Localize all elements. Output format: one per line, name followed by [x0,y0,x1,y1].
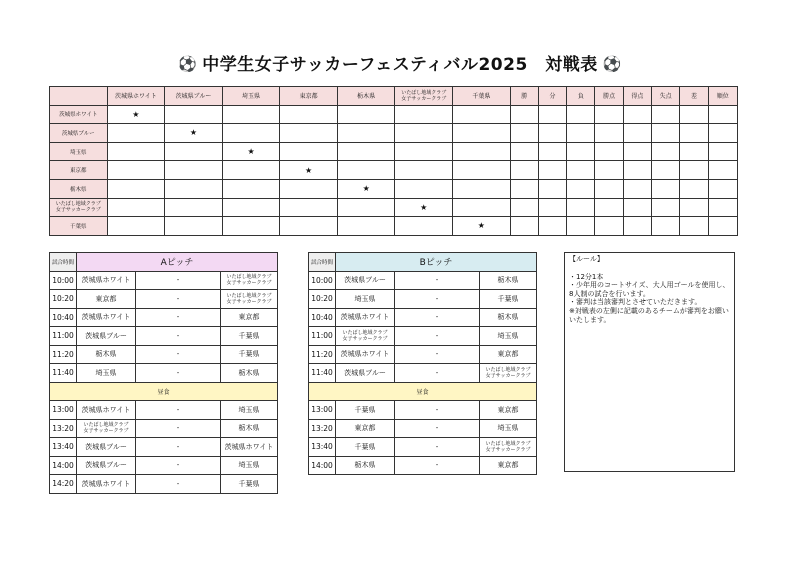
star-mark: ★ [222,142,280,161]
matrix-cell [107,142,165,161]
matrix-cell [107,124,165,143]
matrix-row [50,179,738,198]
matrix-cell [708,124,737,143]
matrix-cell [395,124,453,143]
home-team [336,327,395,346]
matrix-row [50,161,738,180]
matrix-cell [280,124,338,143]
team-name-line: いたばし地域クラブ [401,89,447,96]
vs-dash: - [395,401,480,420]
vs-dash: - [136,475,221,494]
matrix-cell [652,217,680,236]
match-row [50,364,278,383]
matrix-row-header: 埼玉県 [50,142,108,161]
matrix-cell [680,142,708,161]
match-row [50,475,278,494]
matrix-cell [510,161,538,180]
away-team [480,438,537,457]
vs-dash: - [136,345,221,364]
matrix-cell [337,105,395,124]
matrix-cell [595,124,623,143]
team-name-line: いたばし地域クラブ [342,329,388,336]
vs-dash: - [395,456,480,475]
match-row [309,364,537,383]
match-time: 10:00 [50,271,77,290]
team-name-line: 女子サッカークラブ [83,428,129,435]
matrix-row [50,217,738,236]
match-time: 11:40 [309,364,336,383]
matrix-row-header: 茨城県ブルー [50,124,108,143]
team-name-line: 女子サッカークラブ [226,280,272,287]
matrix-cell [222,179,280,198]
matrix-cell [280,217,338,236]
away-team: 栃木県 [480,271,537,290]
matrix-cell [510,198,538,217]
time-header: 試合時間 [50,253,77,272]
away-team: 栃木県 [221,419,278,438]
home-team: 茨城県ホワイト [77,401,136,420]
vs-dash: - [395,345,480,364]
team-name-line: いたばし地域クラブ [83,422,129,429]
match-row [309,327,537,346]
matrix-cell [623,161,651,180]
home-team: 栃木県 [336,456,395,475]
matrix-cell [652,124,680,143]
matrix-cell [652,198,680,217]
matrix-row-header: 茨城県ホワイト [50,105,108,124]
match-time: 10:20 [309,290,336,309]
match-time: 13:20 [309,419,336,438]
vs-dash: - [136,271,221,290]
matrix-column-header: 分 [538,87,566,106]
soccer-ball-icon: ⚽ [602,55,622,73]
home-team: 東京都 [336,419,395,438]
matrix-cell [567,142,595,161]
home-team: 茨城県ブルー [77,327,136,346]
matrix-cell [337,217,395,236]
home-team [77,419,136,438]
vs-dash: - [136,438,221,457]
matrix-cell [567,161,595,180]
matrix-cell [652,161,680,180]
team-name-line: 女子サッカークラブ [485,372,531,379]
home-team: 千葉県 [336,401,395,420]
matrix-cell [107,217,165,236]
away-team: 東京都 [480,456,537,475]
match-row [309,438,537,457]
matrix-column-header [395,87,453,106]
lunch-row [309,382,537,401]
schedule-b-table [308,252,537,475]
away-team: 茨城県ホワイト [221,438,278,457]
home-team: 茨城県ホワイト [336,308,395,327]
pitch-title: Bピッチ [336,253,537,272]
matrix-header-row [50,87,738,106]
lunch-cell: 昼食 [50,382,278,401]
star-mark: ★ [165,124,223,143]
vs-dash: - [395,290,480,309]
matrix-cell [510,124,538,143]
away-team: 栃木県 [221,364,278,383]
match-row [50,419,278,438]
rules-line: ・12分1本 [569,272,604,281]
matrix-column-header: 茨城県ホワイト [107,87,165,106]
matrix-cell [453,142,511,161]
matrix-cell [708,179,737,198]
match-row [309,456,537,475]
match-time: 11:20 [50,345,77,364]
vs-dash: - [136,308,221,327]
star-mark: ★ [337,179,395,198]
schedule-header-row [309,253,537,272]
matrix-cell [510,142,538,161]
matrix-cell [453,105,511,124]
matrix-cell [280,179,338,198]
rules-title: 【ルール】 [569,255,604,263]
matrix-cell [538,142,566,161]
matrix-row-header: 栃木県 [50,179,108,198]
matrix-cell [453,179,511,198]
matrix-row [50,198,738,217]
matrix-row-header [50,198,108,217]
matrix-cell [652,142,680,161]
away-team [221,271,278,290]
vs-dash: - [136,290,221,309]
matrix-cell [538,161,566,180]
match-time: 10:40 [50,308,77,327]
matrix-cell [595,217,623,236]
matrix-cell [222,217,280,236]
team-name-line: いたばし地域クラブ [485,366,531,373]
matrix-cell [680,198,708,217]
away-team: 千葉県 [221,475,278,494]
match-row [50,271,278,290]
matrix-column-header: 埼玉県 [222,87,280,106]
match-row [309,419,537,438]
star-mark: ★ [453,217,511,236]
away-team: 東京都 [221,308,278,327]
home-team: 茨城県ブルー [77,456,136,475]
matrix-column-header: 得点 [623,87,651,106]
home-team: 東京都 [77,290,136,309]
matrix-column-header: 勝点 [595,87,623,106]
team-name-line: 女子サッカークラブ [226,298,272,305]
matrix-cell [623,142,651,161]
team-name-line: いたばし地域クラブ [226,274,272,281]
matrix-cell [538,105,566,124]
matrix-cell [538,179,566,198]
title-text: 中学生女子サッカーフェスティバル2025 対戦表 [202,55,598,75]
team-name-line: いたばし地域クラブ [55,201,101,208]
away-team: 千葉県 [221,345,278,364]
matrix-cell [708,198,737,217]
home-team: 茨城県ホワイト [77,308,136,327]
matrix-cell [395,142,453,161]
matrix-column-header: 千葉県 [453,87,511,106]
matrix-cell [165,217,223,236]
away-team: 東京都 [480,345,537,364]
matrix-cell [395,179,453,198]
matrix-cell [623,198,651,217]
rules-line: ※対戦表の左側に記載のあるチームが審判をお願いいたします。 [569,306,729,324]
home-team: 茨城県ブルー [77,438,136,457]
star-mark: ★ [107,105,165,124]
matrix-cell [708,161,737,180]
matrix-cell [680,161,708,180]
match-row [309,401,537,420]
matrix-cell [222,124,280,143]
home-team: 埼玉県 [77,364,136,383]
away-team: 埼玉県 [221,401,278,420]
away-team [221,290,278,309]
away-team: 埼玉県 [480,419,537,438]
matrix-cell [567,179,595,198]
lunch-cell: 昼食 [309,382,537,401]
matrix-cell [680,105,708,124]
matrix-cell [623,217,651,236]
team-name-line: 女子サッカークラブ [401,95,447,102]
match-time: 13:00 [309,401,336,420]
vs-dash: - [136,327,221,346]
matrix-cell [222,198,280,217]
matrix-row-header: 千葉県 [50,217,108,236]
matrix-cell [107,179,165,198]
match-time: 10:20 [50,290,77,309]
team-name-line: いたばし地域クラブ [485,440,531,447]
team-name-line: 女子サッカークラブ [485,446,531,453]
match-matrix-table [49,86,738,236]
match-time: 13:00 [50,401,77,420]
matrix-cell [708,105,737,124]
schedule-a-table [49,252,278,494]
matrix-cell [222,161,280,180]
matrix-corner-cell [50,87,108,106]
matrix-column-header: 失点 [652,87,680,106]
match-time: 11:00 [309,327,336,346]
matrix-cell [165,105,223,124]
matrix-cell [280,142,338,161]
home-team: 茨城県ホワイト [77,475,136,494]
matrix-cell [595,105,623,124]
matrix-column-header: 負 [567,87,595,106]
vs-dash: - [395,419,480,438]
away-team: 栃木県 [480,308,537,327]
page-title [0,50,800,75]
rules-box [564,252,735,472]
matrix-column-header: 栃木県 [337,87,395,106]
match-time: 11:20 [309,345,336,364]
matrix-cell [623,179,651,198]
match-time: 11:00 [50,327,77,346]
matrix-cell [337,142,395,161]
matrix-cell [595,179,623,198]
away-team: 東京都 [480,401,537,420]
vs-dash: - [395,271,480,290]
matrix-column-header: 茨城県ブルー [165,87,223,106]
matrix-cell [165,179,223,198]
team-name-line: 女子サッカークラブ [342,335,388,342]
vs-dash: - [136,364,221,383]
matrix-cell [623,105,651,124]
pitch-title: Aピッチ [77,253,278,272]
vs-dash: - [395,364,480,383]
vs-dash: - [136,401,221,420]
matrix-cell [395,217,453,236]
matrix-cell [680,217,708,236]
matrix-cell [595,161,623,180]
match-row [50,308,278,327]
vs-dash: - [136,456,221,475]
team-name-line: 女子サッカークラブ [55,207,101,214]
matrix-cell [107,161,165,180]
match-time: 14:20 [50,475,77,494]
match-time: 10:00 [309,271,336,290]
matrix-cell [652,105,680,124]
match-time: 14:00 [50,456,77,475]
matrix-cell [680,179,708,198]
matrix-row [50,105,738,124]
matrix-cell [280,105,338,124]
matrix-cell [165,161,223,180]
matrix-cell [595,198,623,217]
away-team: 埼玉県 [221,456,278,475]
matrix-cell [567,198,595,217]
match-row [50,456,278,475]
matrix-cell [222,105,280,124]
matrix-cell [107,198,165,217]
match-time: 11:40 [50,364,77,383]
matrix-row-header: 東京都 [50,161,108,180]
match-row [309,271,537,290]
matrix-cell [510,105,538,124]
matrix-cell [165,142,223,161]
match-time: 10:40 [309,308,336,327]
vs-dash: - [136,419,221,438]
away-team: 千葉県 [221,327,278,346]
away-team [480,364,537,383]
rules-line: ・審判は当該審判とさせていただきます。 [569,298,702,307]
matrix-cell [708,142,737,161]
home-team: 栃木県 [77,345,136,364]
match-time: 13:20 [50,419,77,438]
match-row [50,438,278,457]
matrix-row [50,124,738,143]
star-mark: ★ [280,161,338,180]
matrix-cell [567,105,595,124]
match-row [50,345,278,364]
matrix-cell [652,179,680,198]
rules-line: ・少年用のコートサイズ、大人用ゴールを使用し、8人制の試合を行います。 [569,281,730,298]
matrix-cell [453,198,511,217]
matrix-cell [395,105,453,124]
matrix-column-header: 順位 [708,87,737,106]
home-team: 千葉県 [336,438,395,457]
match-row [309,345,537,364]
matrix-cell [567,124,595,143]
matrix-cell [165,198,223,217]
star-mark: ★ [395,198,453,217]
match-row [50,401,278,420]
matrix-cell [337,161,395,180]
schedule-header-row [50,253,278,272]
matrix-cell [623,124,651,143]
match-row [50,327,278,346]
vs-dash: - [395,438,480,457]
time-header: 試合時間 [309,253,336,272]
soccer-ball-icon: ⚽ [178,55,198,73]
matrix-cell [567,217,595,236]
away-team: 千葉県 [480,290,537,309]
match-time: 13:40 [309,438,336,457]
matrix-cell [453,161,511,180]
matrix-cell [538,217,566,236]
matrix-cell [395,161,453,180]
lunch-row [50,382,278,401]
matrix-column-header: 東京都 [280,87,338,106]
matrix-cell [538,198,566,217]
matrix-cell [510,217,538,236]
match-row [309,290,537,309]
matrix-column-header: 差 [680,87,708,106]
matrix-cell [453,124,511,143]
matrix-row [50,142,738,161]
home-team: 茨城県ブルー [336,364,395,383]
matrix-cell [595,142,623,161]
match-row [309,308,537,327]
home-team: 茨城県ホワイト [336,345,395,364]
vs-dash: - [395,327,480,346]
matrix-cell [680,124,708,143]
home-team: 茨城県ブルー [336,271,395,290]
away-team: 埼玉県 [480,327,537,346]
match-row [50,290,278,309]
matrix-cell [280,198,338,217]
matrix-cell [538,124,566,143]
matrix-cell [708,217,737,236]
matrix-cell [510,179,538,198]
home-team: 埼玉県 [336,290,395,309]
team-name-line: いたばし地域クラブ [226,292,272,299]
matrix-cell [337,198,395,217]
vs-dash: - [395,308,480,327]
match-time: 14:00 [309,456,336,475]
matrix-cell [337,124,395,143]
matrix-column-header: 勝 [510,87,538,106]
match-time: 13:40 [50,438,77,457]
home-team: 茨城県ホワイト [77,271,136,290]
